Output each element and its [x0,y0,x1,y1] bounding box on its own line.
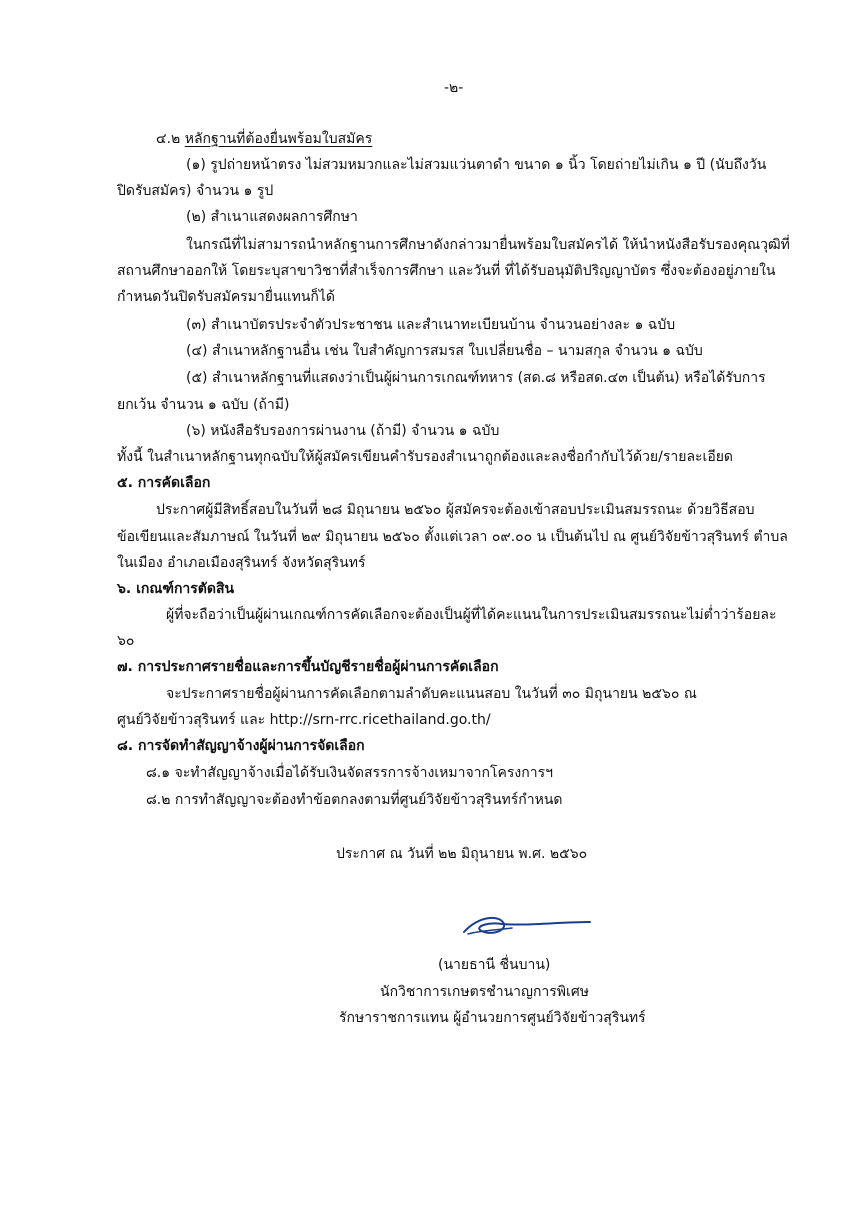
section-8-heading: ๘. การจัดทำสัญญาจ้างผู้ผ่านการจัดเลือก [117,738,365,754]
item-5: (๕) สำเนาหลักฐานที่แสดงว่าเป็นผู้ผ่านการเกณฑ์ทหาร (สด.๘ หรือสด.๔๓ เป็นต้น) หรือได้รับการ [186,370,766,386]
signatory-name: (นายธานี ชื่นบาน) [438,957,551,973]
section-6-heading: ๖. เกณฑ์การตัดสิน [117,581,235,597]
documents-note: ทั้งนี้ ในสำเนาหลักฐานทุกฉบับให้ผู้สมัครเขียนคำรับรองสำเนาถูกต้องและลงชื่อกำกับไว้ด้วย/รายละเอียด [117,449,734,465]
page-number: -๒- [444,80,464,96]
announcement-date: ประกาศ ณ วันที่ ๒๒ มิถุนายน พ.ศ. ๒๕๖๐ [336,846,588,862]
section-4-2-number: ๔.๒ [156,131,181,147]
section-5-line-1: ประกาศผู้มีสิทธิ์สอบในวันที่ ๒๘ มิถุนายน ๒๕๖๐ ผู้สมัครจะต้องเข้าสอบประเมินสมรรถนะ ด้วยวิธีสอบ [156,502,755,518]
section-4-2-title: หลักฐานที่ต้องยื่นพร้อมใบสมัคร [184,131,373,147]
section-5-line-2: ข้อเขียนและสัมภาษณ์ ในวันที่ ๒๙ มิถุนายน ๒๕๖๐ ตั้งแต่เวลา ๐๙.๐๐ น เป็นต้นไป ณ ศูนย์วิจัยข้าวสุรินทร์ ตำบล [117,529,788,545]
item-2-para-1: ในกรณีที่ไม่สามารถนำหลักฐานการศึกษาดังกล่าวมายื่นพร้อมใบสมัครได้ ให้นำหนังสือรับรองคุณวุฒิที่ [186,237,790,253]
item-2: (๒) สำเนาแสดงผลการศึกษา [186,209,358,225]
section-7-heading: ๗. การประกาศรายชื่อและการขึ้นบัญชีรายชื่อผู้ผ่านการคัดเลือก [117,659,499,675]
item-1: (๑) รูปถ่ายหน้าตรง ไม่สวมหมวกและไม่สวมแว่นตาดำ ขนาด ๑ นิ้ว โดยถ่ายไม่เกิน ๑ ปี (นับถึงวัน [186,157,767,173]
item-2-para-2: สถานศึกษาออกให้ โดยระบุสาขาวิชาที่สำเร็จการศึกษา และวันที่ ที่ได้รับอนุมัติปริญญาบัตร ซึ่งจะต้องอยู่ภายใน [117,263,776,279]
section-8-item-1: ๘.๑ จะทำสัญญาจ้างเมื่อได้รับเงินจัดสรรการจ้างเหมาจากโครงการฯ [146,765,553,781]
signatory-position: นักวิชาการเกษตรชำนาญการพิเศษ [380,984,589,1000]
section-7-line-1: จะประกาศรายชื่อผู้ผ่านการคัดเลือกตามลำดับคะแนนสอบ ในวันที่ ๓๐ มิถุนายน ๒๕๖๐ ณ [166,686,697,702]
handwritten-signature [458,908,598,944]
item-2-para-3: กำหนดวันปิดรับสมัครมายื่นแทนก็ได้ [117,289,335,305]
section-5-line-3: ในเมือง อำเภอเมืองสุรินทร์ จังหวัดสุรินทร์ [117,555,366,571]
section-8-item-2: ๘.๒ การทำสัญญาจะต้องทำข้อตกลงตามที่ศูนย์วิจัยข้าวสุรินทร์กำหนด [146,792,563,808]
section-5-heading: ๕. การคัดเลือก [117,475,211,491]
section-6-line-2: ๖๐ [117,633,135,649]
item-5-cont: ยกเว้น จำนวน ๑ ฉบับ (ถ้ามี) [117,397,290,413]
item-1-cont: ปิดรับสมัคร) จำนวน ๑ รูป [117,183,274,199]
signatory-acting-title: รักษาราชการแทน ผู้อำนวยการศูนย์วิจัยข้าวสุรินทร์ [339,1010,646,1026]
section-7-line-2: ศูนย์วิจัยข้าวสุรินทร์ และ http://srn-rrc.ricethailand.go.th/ [117,712,491,728]
section-6-line-1: ผู้ที่จะถือว่าเป็นผู้ผ่านเกณฑ์การคัดเลือกจะต้องเป็นผู้ที่ได้คะแนนในการประเมินสมรรถนะไม่ต่ำว่าร้อยละ [166,607,777,623]
item-3: (๓) สำเนาบัตรประจำตัวประชาชน และสำเนาทะเบียนบ้าน จำนวนอย่างละ ๑ ฉบับ [186,317,676,333]
item-4: (๔) สำเนาหลักฐานอื่น เช่น ใบสำคัญการสมรส ใบเปลี่ยนชื่อ – นามสกุล จำนวน ๑ ฉบับ [186,343,703,359]
item-6: (๖) หนังสือรับรองการผ่านงาน (ถ้ามี) จำนวน ๑ ฉบับ [186,423,500,439]
section-4-2-heading [156,130,372,149]
